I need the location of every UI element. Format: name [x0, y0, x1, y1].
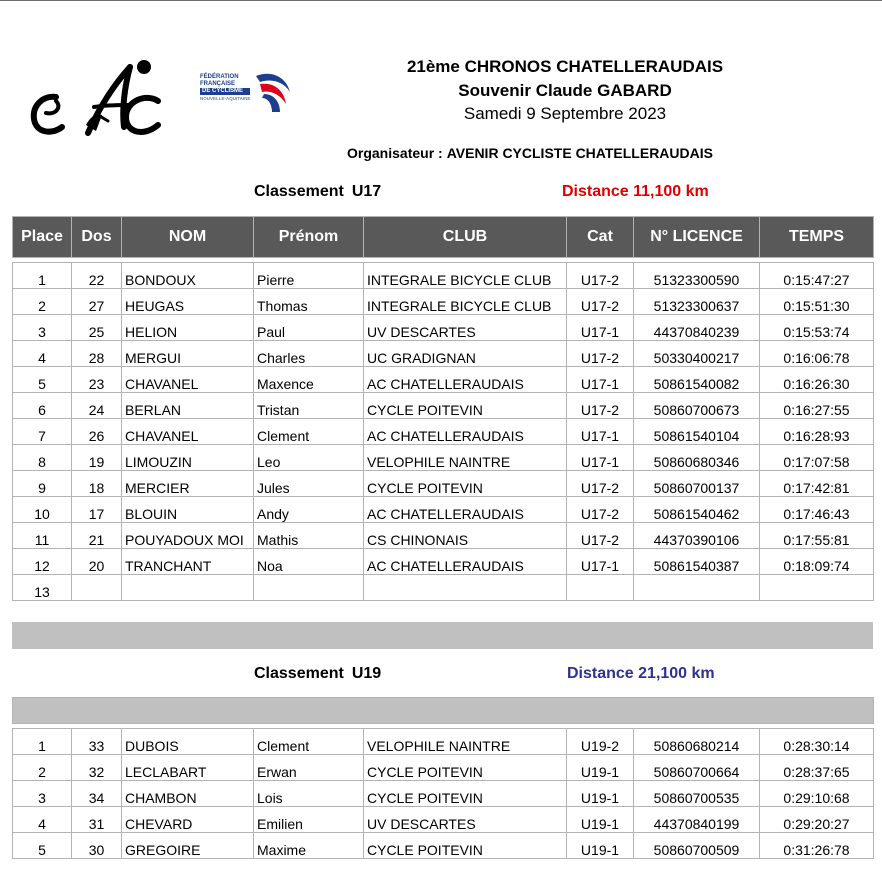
cell-licence: 50860700535: [634, 781, 760, 807]
cell-licence: 51323300637: [634, 289, 760, 315]
cell-licence: [634, 575, 760, 601]
u17-results-body: [13, 263, 874, 601]
cell-nom: CHAMBON: [122, 781, 254, 807]
table-row: [13, 445, 874, 471]
cell-nom: BERLAN: [122, 393, 254, 419]
table-row: [13, 393, 874, 419]
col-header-licence: N° LICENCE: [634, 217, 760, 258]
cell-prenom: Clement: [254, 729, 364, 755]
cell-temps: 0:15:47:27: [760, 263, 874, 289]
cell-place: 12: [13, 549, 72, 575]
cell-club: CYCLE POITEVIN: [364, 471, 567, 497]
u19-results-body: [13, 698, 874, 859]
cell-dos: 33: [72, 729, 122, 755]
cell-club: AC CHATELLERAUDAIS: [364, 497, 567, 523]
cell-place: 3: [13, 315, 72, 341]
cell-place: 4: [13, 807, 72, 833]
cell-club: INTEGRALE BICYCLE CLUB: [364, 289, 567, 315]
cell-place: 9: [13, 471, 72, 497]
cell-licence: 50860680214: [634, 729, 760, 755]
cell-temps: 0:15:51:30: [760, 289, 874, 315]
cell-dos: 17: [72, 497, 122, 523]
cell-club: INTEGRALE BICYCLE CLUB: [364, 263, 567, 289]
cell-licence: 44370390106: [634, 523, 760, 549]
table-row: [13, 263, 874, 289]
col-header-cat: Cat: [567, 217, 634, 258]
cell-nom: [122, 575, 254, 601]
cell-prenom: Erwan: [254, 755, 364, 781]
cell-cat: U17-2: [567, 289, 634, 315]
cell-cat: U19-1: [567, 781, 634, 807]
cell-club: AC CHATELLERAUDAIS: [364, 549, 567, 575]
table-row: [13, 315, 874, 341]
cell-club: UV DESCARTES: [364, 315, 567, 341]
cell-temps: [760, 575, 874, 601]
cell-cat: [567, 575, 634, 601]
cell-club: UV DESCARTES: [364, 807, 567, 833]
cell-place: 8: [13, 445, 72, 471]
table-row: [13, 833, 874, 859]
cell-nom: HEUGAS: [122, 289, 254, 315]
cell-club: UC GRADIGNAN: [364, 341, 567, 367]
cell-licence: 50860680346: [634, 445, 760, 471]
cell-cat: U17-2: [567, 523, 634, 549]
cell-place: 7: [13, 419, 72, 445]
table-row: [13, 755, 874, 781]
cell-cat: U17-1: [567, 315, 634, 341]
cell-place: 2: [13, 289, 72, 315]
cell-temps: 0:18:09:74: [760, 549, 874, 575]
cell-nom: MERCIER: [122, 471, 254, 497]
cac-cyclist-logo-icon: [26, 55, 166, 145]
cell-cat: U19-1: [567, 807, 634, 833]
cell-nom: BLOUIN: [122, 497, 254, 523]
table-row: [13, 781, 874, 807]
ffc-logo-line3: DE CYCLISME: [200, 88, 250, 95]
cell-prenom: Jules: [254, 471, 364, 497]
cell-club: CYCLE POITEVIN: [364, 393, 567, 419]
cell-temps: 0:29:10:68: [760, 781, 874, 807]
cell-club: CYCLE POITEVIN: [364, 755, 567, 781]
cell-dos: 20: [72, 549, 122, 575]
cell-temps: 0:17:55:81: [760, 523, 874, 549]
cell-temps: 0:28:37:65: [760, 755, 874, 781]
u19-category: U19: [351, 665, 382, 682]
cell-dos: 27: [72, 289, 122, 315]
cell-place: 13: [13, 575, 72, 601]
section-separator: [12, 622, 873, 649]
cell-place: 11: [13, 523, 72, 549]
cell-licence: 44370840239: [634, 315, 760, 341]
cell-club: CS CHINONAIS: [364, 523, 567, 549]
cell-cat: U17-1: [567, 419, 634, 445]
cell-prenom: Noa: [254, 549, 364, 575]
cell-dos: [72, 575, 122, 601]
cell-club: [364, 575, 567, 601]
cell-dos: 31: [72, 807, 122, 833]
ffc-logo-line1: FÉDÉRATION: [200, 74, 239, 80]
cell-nom: CHAVANEL: [122, 367, 254, 393]
cell-temps: 0:28:30:14: [760, 729, 874, 755]
cell-dos: 26: [72, 419, 122, 445]
table-row: [13, 341, 874, 367]
cell-dos: 19: [72, 445, 122, 471]
cell-licence: 50860700509: [634, 833, 760, 859]
u19-results-table: [12, 697, 874, 859]
table-row: [13, 729, 874, 755]
cell-prenom: Leo: [254, 445, 364, 471]
u17-classement-label: Classement: [254, 183, 344, 200]
table-row: [13, 523, 874, 549]
cell-dos: 18: [72, 471, 122, 497]
u19-classement-label: Classement: [254, 665, 344, 682]
cell-temps: 0:17:42:81: [760, 471, 874, 497]
cell-place: 6: [13, 393, 72, 419]
u17-distance: Distance 11,100 km: [562, 183, 709, 200]
cell-place: 5: [13, 367, 72, 393]
cell-dos: 34: [72, 781, 122, 807]
cell-nom: DUBOIS: [122, 729, 254, 755]
cell-nom: CHAVANEL: [122, 419, 254, 445]
table-row: [13, 289, 874, 315]
cell-cat: U17-1: [567, 549, 634, 575]
cell-dos: 24: [72, 393, 122, 419]
u19-blank-header-cell: [13, 698, 874, 724]
cell-temps: 0:16:26:30: [760, 367, 874, 393]
cell-nom: POUYADOUX MOI: [122, 523, 254, 549]
cell-dos: 30: [72, 833, 122, 859]
table-row: [13, 575, 874, 601]
cell-nom: CHEVARD: [122, 807, 254, 833]
cell-place: 1: [13, 263, 72, 289]
table-row: [13, 367, 874, 393]
cell-nom: LIMOUZIN: [122, 445, 254, 471]
cell-temps: 0:15:53:74: [760, 315, 874, 341]
cell-licence: 50861540387: [634, 549, 760, 575]
cell-cat: U17-2: [567, 393, 634, 419]
cell-nom: HELION: [122, 315, 254, 341]
organizer: [347, 145, 713, 161]
u17-header-row: [13, 217, 874, 258]
cell-licence: 51323300590: [634, 263, 760, 289]
cell-cat: U17-2: [567, 497, 634, 523]
cell-temps: 0:16:27:55: [760, 393, 874, 419]
col-header-club: CLUB: [364, 217, 567, 258]
cell-cat: U19-2: [567, 729, 634, 755]
table-row: [13, 807, 874, 833]
cell-nom: LECLABART: [122, 755, 254, 781]
cell-club: CYCLE POITEVIN: [364, 781, 567, 807]
table-row: [13, 497, 874, 523]
cell-nom: BONDOUX: [122, 263, 254, 289]
cell-prenom: Maxence: [254, 367, 364, 393]
cell-cat: U19-1: [567, 755, 634, 781]
ffc-logo-line2: FRANÇAISE: [200, 81, 236, 87]
cell-prenom: Andy: [254, 497, 364, 523]
u17-results-table: [12, 216, 874, 601]
cell-licence: 50330400217: [634, 341, 760, 367]
cell-licence: 50861540082: [634, 367, 760, 393]
cell-prenom: Lois: [254, 781, 364, 807]
cell-prenom: Thomas: [254, 289, 364, 315]
col-header-nom: NOM: [122, 217, 254, 258]
col-header-place: Place: [13, 217, 72, 258]
cell-cat: U17-1: [567, 367, 634, 393]
cell-cat: U19-1: [567, 833, 634, 859]
cell-dos: 28: [72, 341, 122, 367]
cell-licence: 50861540462: [634, 497, 760, 523]
cell-prenom: Mathis: [254, 523, 364, 549]
cell-nom: GREGOIRE: [122, 833, 254, 859]
cell-cat: U17-2: [567, 263, 634, 289]
cell-club: VELOPHILE NAINTRE: [364, 445, 567, 471]
cell-place: 4: [13, 341, 72, 367]
cell-place: 10: [13, 497, 72, 523]
cell-cat: U17-1: [567, 445, 634, 471]
organizer-name: AVENIR CYCLISTE CHATELLERAUDAIS: [446, 145, 713, 161]
cell-temps: 0:29:20:27: [760, 807, 874, 833]
col-header-prenom: Prénom: [254, 217, 364, 258]
event-title: 21ème CHRONOS CHATELLERAUDAIS: [406, 57, 724, 76]
cell-licence: 50860700673: [634, 393, 760, 419]
cell-prenom: Charles: [254, 341, 364, 367]
u17-category: U17: [351, 183, 382, 200]
col-header-dos: Dos: [72, 217, 122, 258]
cell-place: 3: [13, 781, 72, 807]
cell-temps: 0:17:46:43: [760, 497, 874, 523]
u19-distance: Distance 21,100 km: [567, 665, 715, 682]
cell-temps: 0:31:26:78: [760, 833, 874, 859]
cell-prenom: [254, 575, 364, 601]
table-row: [13, 419, 874, 445]
cell-licence: 50861540104: [634, 419, 760, 445]
cell-cat: U17-2: [567, 471, 634, 497]
top-border-line: [0, 0, 882, 1]
cell-dos: 25: [72, 315, 122, 341]
cell-dos: 23: [72, 367, 122, 393]
ffc-logo-line4: NOUVELLE-AQUITAINE: [200, 96, 251, 101]
cell-place: 2: [13, 755, 72, 781]
cell-club: AC CHATELLERAUDAIS: [364, 419, 567, 445]
cell-dos: 21: [72, 523, 122, 549]
u17-classement-title: [254, 183, 381, 201]
cell-dos: 32: [72, 755, 122, 781]
table-row: [13, 471, 874, 497]
cell-club: VELOPHILE NAINTRE: [364, 729, 567, 755]
federation-francaise-cyclisme-logo-icon: [198, 70, 298, 116]
cell-dos: 22: [72, 263, 122, 289]
cell-temps: 0:17:07:58: [760, 445, 874, 471]
event-date: Samedi 9 Septembre 2023: [463, 104, 667, 123]
cell-club: AC CHATELLERAUDAIS: [364, 367, 567, 393]
cell-temps: 0:16:06:78: [760, 341, 874, 367]
cell-prenom: Emilien: [254, 807, 364, 833]
cell-prenom: Clement: [254, 419, 364, 445]
cell-prenom: Maxime: [254, 833, 364, 859]
cell-cat: U17-2: [567, 341, 634, 367]
cell-place: 5: [13, 833, 72, 859]
table-row: [13, 549, 874, 575]
cell-nom: TRANCHANT: [122, 549, 254, 575]
event-subtitle: Souvenir Claude GABARD: [458, 81, 672, 100]
cell-nom: MERGUI: [122, 341, 254, 367]
col-header-temps: TEMPS: [760, 217, 874, 258]
cell-prenom: Pierre: [254, 263, 364, 289]
u19-classement-title: [254, 665, 381, 683]
cell-licence: 44370840199: [634, 807, 760, 833]
cell-temps: 0:16:28:93: [760, 419, 874, 445]
cell-licence: 50860700664: [634, 755, 760, 781]
cell-licence: 50860700137: [634, 471, 760, 497]
u19-blank-header-row: [13, 698, 874, 724]
organizer-label: Organisateur :: [347, 145, 443, 161]
cell-prenom: Tristan: [254, 393, 364, 419]
cell-prenom: Paul: [254, 315, 364, 341]
cell-place: 1: [13, 729, 72, 755]
cell-club: CYCLE POITEVIN: [364, 833, 567, 859]
